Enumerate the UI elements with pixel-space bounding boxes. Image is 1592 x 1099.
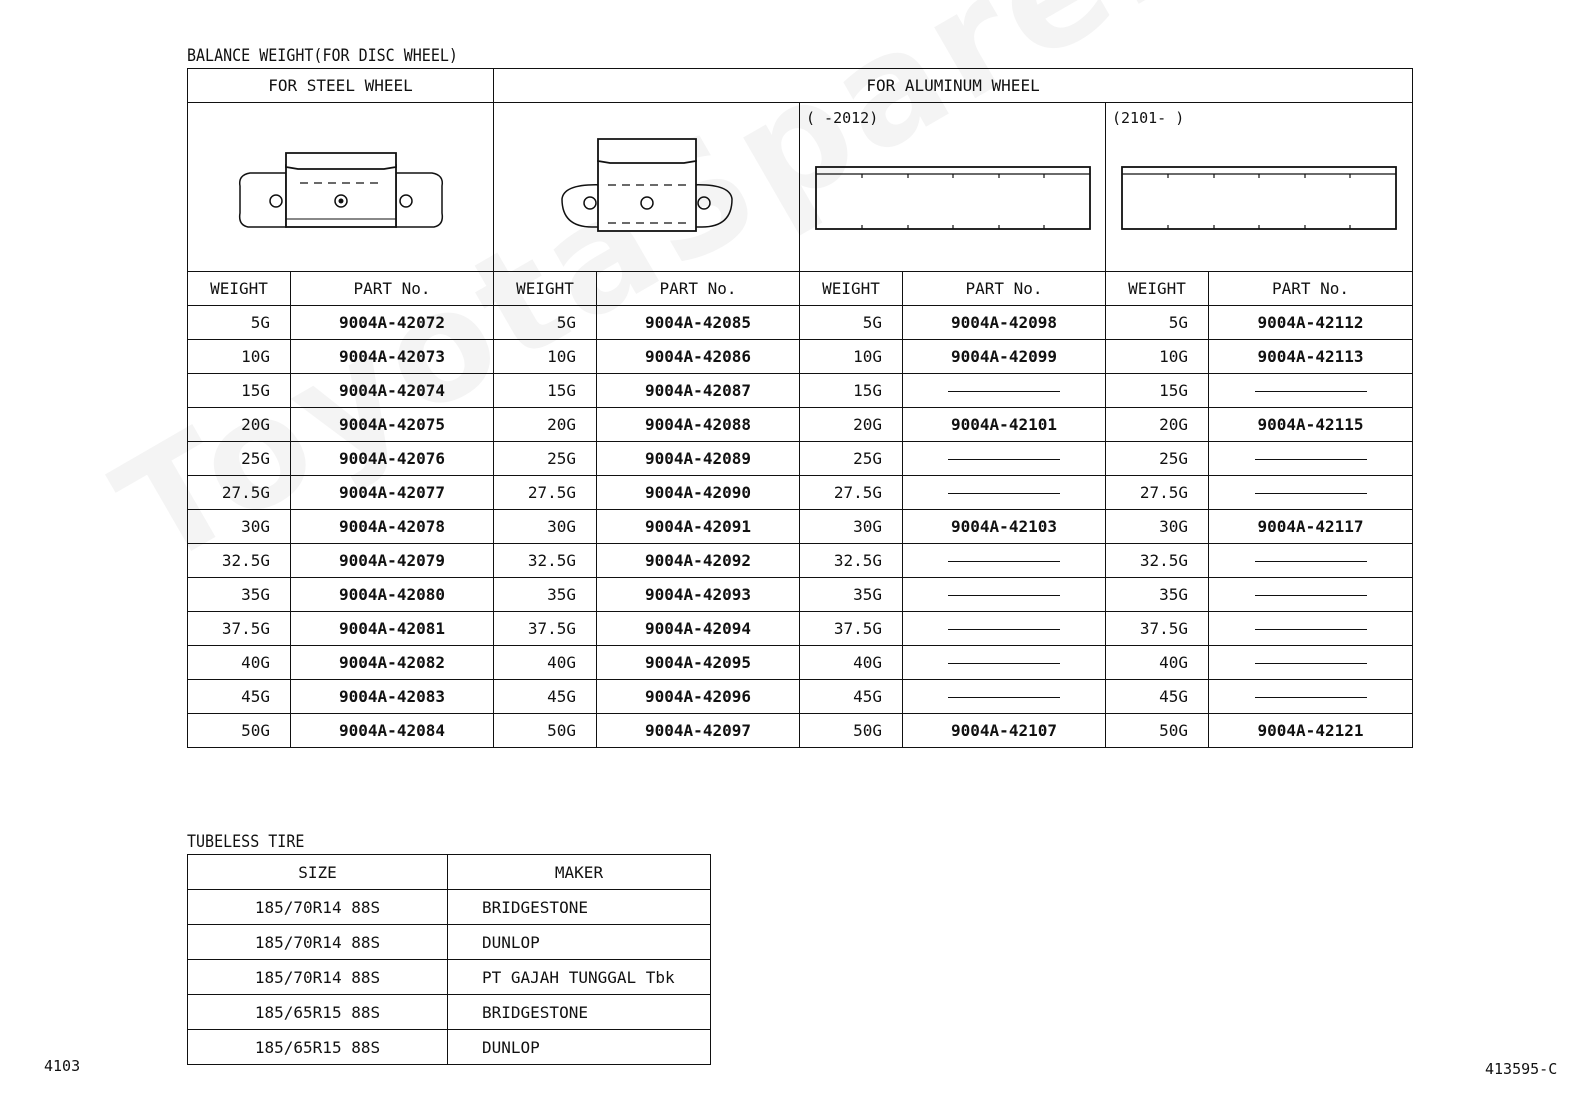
part-number-cell: 9004A-42088: [597, 408, 800, 442]
weight-cell: 50G: [1106, 714, 1209, 748]
part-number-cell: 9004A-42084: [291, 714, 494, 748]
weight-cell: 5G: [494, 306, 597, 340]
not-available-cell: [1209, 442, 1413, 476]
weight-column-header: WEIGHT: [1106, 272, 1209, 306]
weight-cell: 37.5G: [188, 612, 291, 646]
weight-cell: 25G: [494, 442, 597, 476]
tire-size-cell: 185/70R14 88S: [188, 960, 448, 995]
part-number-cell: 9004A-42080: [291, 578, 494, 612]
not-available-dash: [948, 663, 1060, 664]
weight-cell: 35G: [188, 578, 291, 612]
weight-cell: 5G: [1106, 306, 1209, 340]
weight-cell: 32.5G: [494, 544, 597, 578]
weight-cell: 25G: [1106, 442, 1209, 476]
table-row: [188, 306, 1413, 340]
tire-size-cell: 185/70R14 88S: [188, 890, 448, 925]
part-number-column-header: PART No.: [597, 272, 800, 306]
part-number-cell: 9004A-42087: [597, 374, 800, 408]
table-row: [188, 612, 1413, 646]
tubeless-tire-table: [187, 854, 711, 1065]
table-row: [188, 544, 1413, 578]
not-available-dash: [948, 391, 1060, 392]
size-column-header: SIZE: [188, 855, 448, 890]
weight-cell: 27.5G: [188, 476, 291, 510]
table-row: [188, 995, 711, 1030]
not-available-dash: [1255, 459, 1367, 460]
part-number-cell: 9004A-42073: [291, 340, 494, 374]
part-number-column-header: PART No.: [903, 272, 1106, 306]
not-available-dash: [1255, 697, 1367, 698]
weight-cell: 5G: [800, 306, 903, 340]
weight-cell: 35G: [800, 578, 903, 612]
tubeless-tire-title: TUBELESS TIRE: [187, 830, 305, 852]
weight-cell: 20G: [800, 408, 903, 442]
adhesive-weight-2101-cell: [1106, 103, 1413, 272]
part-number-cell: 9004A-42121: [1209, 714, 1413, 748]
part-number-cell: 9004A-42074: [291, 374, 494, 408]
weight-cell: 40G: [188, 646, 291, 680]
not-available-cell: [903, 680, 1106, 714]
weight-cell: 15G: [188, 374, 291, 408]
weight-cell: 27.5G: [1106, 476, 1209, 510]
table-row: [188, 408, 1413, 442]
weight-column-header: WEIGHT: [188, 272, 291, 306]
part-number-cell: 9004A-42090: [597, 476, 800, 510]
weight-cell: 10G: [1106, 340, 1209, 374]
weight-cell: 50G: [188, 714, 291, 748]
weight-cell: 45G: [188, 680, 291, 714]
tire-size-cell: 185/65R15 88S: [188, 1030, 448, 1065]
table-row: [188, 890, 711, 925]
weight-cell: 30G: [494, 510, 597, 544]
part-number-cell: 9004A-42117: [1209, 510, 1413, 544]
part-number-cell: 9004A-42079: [291, 544, 494, 578]
adhesive-weight-illustration: [1106, 103, 1412, 271]
table-row: [188, 960, 711, 995]
weight-cell: 40G: [800, 646, 903, 680]
not-available-cell: [903, 612, 1106, 646]
part-number-cell: 9004A-42081: [291, 612, 494, 646]
figure-code: 413595-C: [1485, 1060, 1558, 1078]
part-number-cell: 9004A-42099: [903, 340, 1106, 374]
part-number-cell: 9004A-42115: [1209, 408, 1413, 442]
weight-cell: 20G: [188, 408, 291, 442]
not-available-cell: [1209, 612, 1413, 646]
part-number-cell: 9004A-42112: [1209, 306, 1413, 340]
part-number-cell: 9004A-42098: [903, 306, 1106, 340]
not-available-cell: [903, 544, 1106, 578]
not-available-cell: [1209, 680, 1413, 714]
table-row: [188, 646, 1413, 680]
part-number-cell: 9004A-42075: [291, 408, 494, 442]
range-label-2101: (2101- ): [1112, 109, 1185, 127]
not-available-cell: [903, 442, 1106, 476]
table-row: [188, 442, 1413, 476]
not-available-cell: [903, 374, 1106, 408]
part-number-column-header: PART No.: [291, 272, 494, 306]
not-available-dash: [1255, 595, 1367, 596]
part-number-cell: 9004A-42086: [597, 340, 800, 374]
weight-cell: 50G: [800, 714, 903, 748]
table-row: [188, 1030, 711, 1065]
part-number-cell: 9004A-42096: [597, 680, 800, 714]
table-row: [188, 510, 1413, 544]
aluminum-wheel-header: FOR ALUMINUM WHEEL: [494, 69, 1413, 103]
balance-weight-title: BALANCE WEIGHT(FOR DISC WHEEL): [187, 44, 458, 66]
weight-cell: 25G: [188, 442, 291, 476]
not-available-dash: [1255, 663, 1367, 664]
tire-maker-cell: PT GAJAH TUNGGAL Tbk: [448, 960, 711, 995]
weight-cell: 32.5G: [800, 544, 903, 578]
part-number-cell: 9004A-42095: [597, 646, 800, 680]
part-number-cell: 9004A-42091: [597, 510, 800, 544]
weight-cell: 37.5G: [800, 612, 903, 646]
not-available-dash: [948, 459, 1060, 460]
maker-column-header: MAKER: [448, 855, 711, 890]
weight-cell: 37.5G: [494, 612, 597, 646]
weight-cell: 30G: [188, 510, 291, 544]
table-row: [188, 374, 1413, 408]
part-number-cell: 9004A-42113: [1209, 340, 1413, 374]
not-available-dash: [1255, 561, 1367, 562]
part-number-cell: 9004A-42089: [597, 442, 800, 476]
not-available-cell: [903, 646, 1106, 680]
steel-clip-weight-illustration: [188, 103, 494, 271]
tire-size-cell: 185/65R15 88S: [188, 995, 448, 1030]
weight-cell: 45G: [1106, 680, 1209, 714]
steel-weight-illustration-cell: [188, 103, 494, 272]
weight-cell: 45G: [494, 680, 597, 714]
part-number-cell: 9004A-42093: [597, 578, 800, 612]
part-number-cell: 9004A-42107: [903, 714, 1106, 748]
not-available-cell: [1209, 578, 1413, 612]
range-label-2012: ( -2012): [806, 109, 879, 127]
not-available-cell: [903, 578, 1106, 612]
part-number-cell: 9004A-42092: [597, 544, 800, 578]
part-number-cell: 9004A-42085: [597, 306, 800, 340]
part-number-cell: 9004A-42101: [903, 408, 1106, 442]
weight-cell: 35G: [1106, 578, 1209, 612]
table-row: [188, 680, 1413, 714]
part-number-column-header: PART No.: [1209, 272, 1413, 306]
not-available-dash: [1255, 493, 1367, 494]
part-number-cell: 9004A-42082: [291, 646, 494, 680]
weight-cell: 32.5G: [1106, 544, 1209, 578]
weight-cell: 10G: [494, 340, 597, 374]
weight-cell: 15G: [800, 374, 903, 408]
tire-maker-cell: DUNLOP: [448, 925, 711, 960]
weight-cell: 5G: [188, 306, 291, 340]
weight-cell: 35G: [494, 578, 597, 612]
weight-cell: 50G: [494, 714, 597, 748]
part-number-cell: 9004A-42076: [291, 442, 494, 476]
not-available-cell: [1209, 646, 1413, 680]
table-row: [188, 578, 1413, 612]
not-available-cell: [1209, 544, 1413, 578]
not-available-dash: [948, 595, 1060, 596]
part-number-cell: 9004A-42078: [291, 510, 494, 544]
weight-cell: 25G: [800, 442, 903, 476]
not-available-dash: [1255, 391, 1367, 392]
not-available-dash: [948, 493, 1060, 494]
table-row: [188, 476, 1413, 510]
part-number-cell: 9004A-42072: [291, 306, 494, 340]
weight-cell: 10G: [800, 340, 903, 374]
weight-cell: 20G: [1106, 408, 1209, 442]
aluminum-weight-illustration-cell: [494, 103, 800, 272]
weight-cell: 15G: [494, 374, 597, 408]
not-available-cell: [1209, 476, 1413, 510]
page-number: 4103: [44, 1057, 81, 1075]
adhesive-weight-2012-cell: [800, 103, 1106, 272]
aluminum-clip-weight-illustration: [494, 103, 800, 271]
table-row: [188, 714, 1413, 748]
weight-cell: 30G: [1106, 510, 1209, 544]
not-available-dash: [1255, 629, 1367, 630]
weight-cell: 15G: [1106, 374, 1209, 408]
weight-cell: 10G: [188, 340, 291, 374]
part-number-cell: 9004A-42094: [597, 612, 800, 646]
weight-cell: 27.5G: [494, 476, 597, 510]
weight-cell: 20G: [494, 408, 597, 442]
tire-size-cell: 185/70R14 88S: [188, 925, 448, 960]
not-available-cell: [1209, 374, 1413, 408]
weight-cell: 30G: [800, 510, 903, 544]
table-row: [188, 340, 1413, 374]
steel-wheel-header: FOR STEEL WHEEL: [188, 69, 494, 103]
not-available-cell: [903, 476, 1106, 510]
not-available-dash: [948, 697, 1060, 698]
balance-weight-table: [187, 68, 1413, 748]
part-number-cell: 9004A-42083: [291, 680, 494, 714]
weight-column-header: WEIGHT: [800, 272, 903, 306]
tire-maker-cell: DUNLOP: [448, 1030, 711, 1065]
not-available-dash: [948, 561, 1060, 562]
table-row: [188, 925, 711, 960]
not-available-dash: [948, 629, 1060, 630]
weight-column-header: WEIGHT: [494, 272, 597, 306]
part-number-cell: 9004A-42077: [291, 476, 494, 510]
weight-cell: 32.5G: [188, 544, 291, 578]
part-number-cell: 9004A-42097: [597, 714, 800, 748]
tire-maker-cell: BRIDGESTONE: [448, 890, 711, 925]
part-number-cell: 9004A-42103: [903, 510, 1106, 544]
weight-cell: 40G: [1106, 646, 1209, 680]
adhesive-weight-illustration: [800, 103, 1106, 271]
tire-maker-cell: BRIDGESTONE: [448, 995, 711, 1030]
weight-cell: 40G: [494, 646, 597, 680]
weight-cell: 27.5G: [800, 476, 903, 510]
weight-cell: 37.5G: [1106, 612, 1209, 646]
weight-cell: 45G: [800, 680, 903, 714]
